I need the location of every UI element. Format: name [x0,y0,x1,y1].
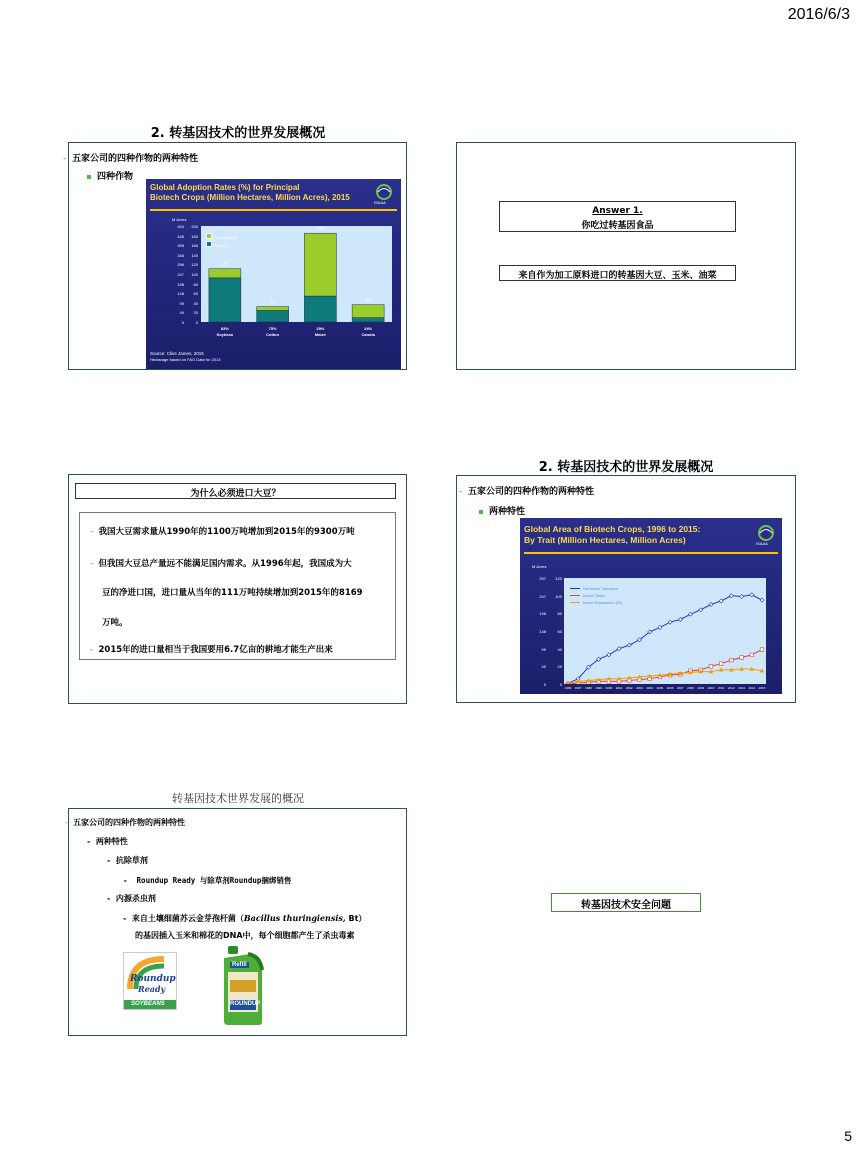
chart2-xlabel: 2011 [717,686,725,690]
adoption-chart-panel [146,179,401,369]
slide5-title: 转基因技术世界发展的概况 [172,792,304,805]
legend-swatch [570,602,580,603]
chart2-xlabel: 1996 [564,686,572,690]
legend-label: Insect Traits [583,593,605,598]
series-point [729,594,733,598]
slide1-bullet2: 四种作物 [87,169,133,182]
series-point [658,625,662,629]
chart1-ytick-ha: 100 [191,272,198,277]
chart2-ytick-ac: 49 [541,664,546,670]
chart1-ytick-ha: 0 [195,320,198,325]
chart1-xlabel-cat: Maize [314,332,326,337]
chart1-ytick-ha: 180 [191,233,198,239]
series-point [709,603,713,607]
series-point [750,593,754,597]
chart1-xlabel-pct: 24% [364,326,373,331]
bar-conventional-maize [304,233,336,296]
chart1-ytick-ac: 49 [179,310,184,316]
chart1-ytick-ac: 494 [177,224,184,229]
chart2-ytick-ha: 80 [557,611,562,617]
chart2-ytick-ac: 148 [539,629,546,634]
chart1-ytick-ac: 296 [177,262,184,268]
isaaa-logo: ISAAA [374,183,394,203]
chart1-unit: M Acres [172,217,187,222]
legend-label: Herbicide Tolerance [583,586,619,591]
chart1-ytick-ha: 20 [193,310,198,316]
bar-biotech-cotton [257,310,289,322]
chart1-xlabel-cat: Canola [361,332,375,337]
chart2-ytick-ha: 120 [555,576,562,581]
chart2-xlabel: 1998 [585,686,592,690]
chart2-unit: M Acres [532,564,547,569]
bar-total-label: 36 [365,297,371,303]
slide4 [456,475,796,703]
chart2-xlabel: 2003 [636,686,643,690]
chart1-ytick-ac: 99 [179,300,184,306]
chart1-title-2: Biotech Crops (Million Hectares, Million Acres), 2015 [150,193,350,202]
chart1-ytick-ac: 445 [177,233,184,239]
series-point [740,656,744,660]
slide4-bullet2: 两种特性 [479,504,525,517]
chart2-xlabel: 2007 [676,686,684,690]
bar-total-label: 111 [221,261,229,267]
chart2-ytick-ha: 40 [557,646,562,652]
slide3-title-box [75,483,396,499]
bar-biotech-maize [304,296,336,322]
series-point [627,643,631,647]
slide4-title: 2. 转基因技术的世界发展概况 [538,460,714,475]
series-line-1 [568,650,762,684]
series-point [760,648,764,652]
slide1-title: 2. 转基因技术的世界发展概况 [150,126,326,141]
slide3 [68,474,407,704]
chart1-gold-rule [150,209,397,211]
chart1-ytick-ac: 247 [177,272,184,277]
chart2-xlabel: 2008 [687,686,694,690]
series-point [719,662,723,666]
chart1-xlabel-pct: 75% [268,326,277,331]
slide1-bullet1: - 五家公司的四种作物的两种特性 [63,154,198,164]
series-point [740,595,744,599]
slide2 [456,142,796,370]
isaaa-logo-2: ISAAA [756,524,776,544]
chart2-ytick-ac: 0 [543,682,546,687]
roundup-ready-logo: Roundup Ready SOYBEANS [123,952,177,1010]
slide3-content-box [79,512,396,660]
answer-box [499,201,736,232]
chart2-xlabel: 2002 [625,686,633,690]
chart2-ytick-ac: 99 [541,646,546,652]
legend-swatch [570,588,580,589]
series-point [699,608,703,612]
chart1-ytick-ha: 80 [193,281,198,287]
slide6-box [551,893,701,912]
roundup-jug: Refill ROUNDUP [220,944,266,1026]
bar-conventional-cotton [257,307,289,311]
chart2-xlabel: 1997 [574,686,582,690]
legend-item [570,586,618,591]
chart1-ytick-ac: 148 [177,291,184,297]
page-date: 2016/6/3 [787,6,850,23]
bar-biotech-canola [352,318,384,322]
legend-item [570,593,605,598]
chart1-xlabel-cat: Soybean [216,332,234,337]
slide5-l5: - 内源杀虫剂 [107,894,156,903]
bar-total-label: 185 [316,226,325,232]
slide5-l7: 的基因插入玉米和棉花的DNA中，每个细胞都产生了杀虫毒素 [135,931,355,940]
series-point [730,658,734,662]
chart1-title-1: Global Adoption Rates (%) for Principal [150,183,300,192]
chart2-xlabel: 2005 [656,686,664,690]
answer-text: 来自作为加工原料进口的转基因大豆、玉米、油菜 [518,271,717,281]
slide5-l1: - 五家公司的四种作物的两种特性 [65,818,185,827]
series-point [719,599,723,603]
chart2-xlabel: 2006 [666,686,674,690]
slide5 [65,808,407,1036]
chart2-ytick-ha: 60 [557,629,562,634]
chart1-xlabel-pct: 83% [220,326,229,331]
chart1-ytick-ac: 0 [181,320,184,325]
chart2-ytick-ac: 247 [539,593,546,599]
slide6-text: 转基因技术安全问题 [581,900,671,911]
bar-conventional-canola [352,305,384,318]
slide3-line2: - 但我国大豆总产量远不能满足国内需求。从1996年起，我国成为大 [90,559,352,569]
chart1-ytick-ac: 346 [177,252,184,258]
chart2-xlabel: 2009 [697,686,705,690]
slide3-title: 为什么必须进口大豆？ [190,489,281,499]
chart2-title-2: By Trait (Million Hectares, Million Acres) [524,535,686,545]
answer-title: Answer 1. [592,206,643,216]
bar-conventional-soybean [209,269,241,278]
chart2-xlabel: 2001 [615,686,623,690]
chart2-xlabel: 2012 [728,686,735,690]
slide3-line5: - 2015年的进口量相当于我国要用6.7亿亩的耕地才能生产出来 [90,645,333,655]
bar-total-label: 32 [270,299,276,305]
chart2-xlabel: 2000 [605,686,613,690]
chart1-xlabel-cat: Cotton [266,332,280,337]
chart2-xlabel: 2013 [738,686,745,690]
series-point [750,653,754,657]
slide5-l4: - Roundup Ready 与除草剂Roundup捆绑销售 [123,876,292,885]
series-point [709,665,713,669]
chart1-source-2: Hectarage based on FAO Data for 2013 [150,357,221,362]
chart1-svg [201,226,392,322]
chart1-ytick-ha: 120 [191,262,198,268]
trait-chart-panel [520,518,782,694]
chart2-ytick-ha: 0 [559,682,562,687]
chart2-ytick-ac: 297 [539,576,546,581]
slide3-line4: 万吨。 [102,618,128,628]
legend-conventional: Conventional [206,233,236,240]
legend-item [570,600,622,605]
chart2-title-1: Global Area of Biotech Crops, 1996 to 2015: [524,524,701,534]
slide1 [63,142,407,370]
chart2-gold-rule [524,552,778,554]
chart1-ytick-ha: 140 [191,252,198,258]
answer-question: 你吃过转基因食品 [581,221,654,231]
chart1-xlabel-pct: 29% [316,326,325,331]
chart1-ytick-ha: 200 [191,224,198,229]
chart2-xlabel: 1999 [595,686,602,690]
series-point [760,598,764,602]
slide5-l6: - 来自土壤细菌苏云金芽孢杆菌（Bacillus thuringiensis, Bt） [123,913,367,923]
series-point [678,618,682,622]
legend-label: Insect Resistance (Bt) [583,600,623,605]
chart1-ytick-ha: 40 [193,300,198,306]
page-number: 5 [844,1128,852,1144]
chart1-ytick-ac: 198 [177,281,184,287]
slide4-bullet1: - 五家公司的四种作物的两种特性 [459,487,594,497]
series-point [689,612,693,616]
chart2-ytick-ha: 20 [557,664,562,670]
slide5-l2: - 两种特性 [87,837,128,846]
chart2-ytick-ac: 198 [539,611,546,617]
chart1-ytick-ha: 60 [193,291,198,297]
chart1-ytick-ha: 160 [191,243,198,249]
chart1-ytick-ac: 395 [177,243,184,249]
chart2-xlabel: 2015 [758,686,766,690]
chart2-xlabel: 2010 [707,686,715,690]
bar-biotech-soybean [209,278,241,322]
chart2-xlabel: 2014 [748,686,756,690]
slide3-line3: 豆的净进口国，进口量从当年的111万吨持续增加到2015年的8169 [102,588,363,598]
slide5-l3: - 抗除草剂 [107,856,148,865]
chart1-source-1: Source: Clive James, 2015 [150,351,204,356]
slide3-line1: - 我国大豆需求量从1990年的1100万吨增加到2015年的9300万吨 [90,527,355,537]
series-point [668,620,672,624]
legend-swatch [570,595,580,596]
legend-biotech: Biotech [206,241,226,248]
chart2-ytick-ha: 100 [555,593,562,599]
answer-text-box [499,265,736,281]
chart2-xlabel: 2004 [646,686,654,690]
